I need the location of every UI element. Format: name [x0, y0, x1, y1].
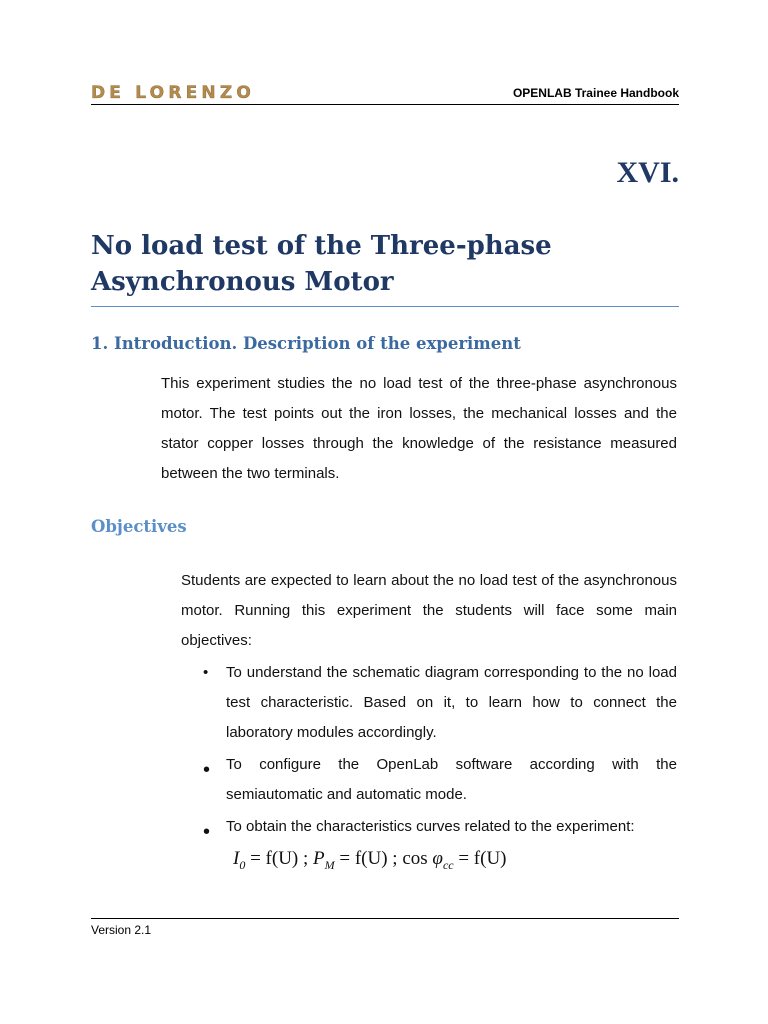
formula-eq3: = f(U): [453, 848, 507, 869]
version-label: Version 2.1: [91, 923, 152, 937]
formula-eq1: = f(U) ;: [245, 848, 314, 869]
introduction-paragraph: This experiment studies the no load test of the three-phase asynchronous motor. The test points out the iron losses, the mechanical losses and the stator copper losses through the knowledge of the resistance measured between the two terminals.: [161, 375, 677, 482]
formula-pm-subscript: M: [324, 857, 335, 872]
bullet-icon: •: [203, 664, 209, 681]
formula-i0-subscript: 0: [239, 857, 246, 872]
chapter-number: XVI.: [616, 156, 679, 189]
list-item-text: To understand the schematic diagram corresponding to the no load test characteristic. Based on it, to learn how to connect the laboratory modules accordingly.: [226, 664, 677, 741]
objectives-intro-paragraph: Students are expected to learn about the no load test of the asynchronous motor. Running this experiment the students will face some main objectives:: [181, 572, 677, 649]
formula-phi: φ: [432, 848, 443, 869]
formula-phi-subscript: cc: [442, 857, 454, 872]
objectives-heading: Objectives: [91, 517, 187, 536]
delorenzo-logo: DE LORENZO: [91, 83, 256, 103]
characteristic-formula: [233, 848, 507, 873]
formula-cos: cos: [402, 848, 428, 869]
formula-pm: P: [313, 848, 325, 869]
page-header: [91, 84, 679, 105]
section-heading-introduction: 1. Introduction. Description of the experiment: [91, 334, 521, 353]
list-item: [201, 658, 677, 748]
formula-i0: I: [233, 848, 240, 869]
list-item: [201, 750, 677, 810]
list-item-text: To obtain the characteristics curves related to the experiment:: [226, 818, 635, 835]
list-item-text: To configure the OpenLab software according with the semiautomatic and automatic mode.: [226, 756, 677, 803]
handbook-title: OPENLAB Trainee Handbook: [512, 86, 679, 100]
chapter-title: No load test of the Three-phase Asynchronous Motor: [91, 228, 679, 307]
bullet-icon: •: [203, 759, 211, 781]
formula-eq2: = f(U) ;: [334, 848, 403, 869]
list-item: [201, 812, 677, 842]
objectives-list: [201, 658, 677, 844]
bullet-icon: •: [203, 821, 211, 843]
page-footer: [91, 918, 679, 937]
